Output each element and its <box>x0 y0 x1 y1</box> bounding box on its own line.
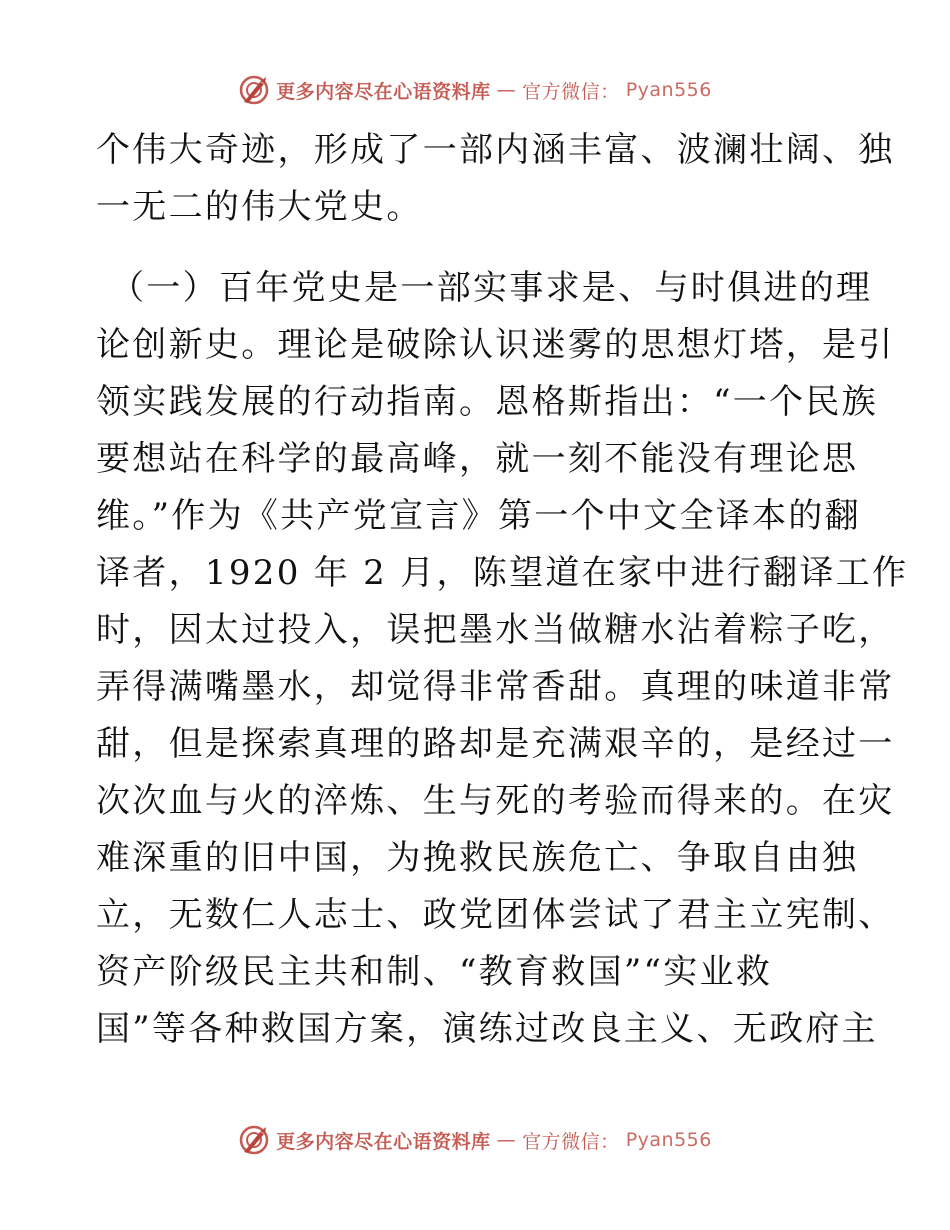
text-line: 难深重的旧中国，为挽救民族危亡、争取自由独 <box>96 838 859 878</box>
text-line: 个伟大奇迹，形成了一部内涵丰富、波澜壮阔、独 <box>96 130 895 170</box>
watermark-dash: — <box>496 1129 517 1151</box>
text-line: 时，因太过投入，误把墨水当做糖水沾着粽子吃， <box>96 610 895 650</box>
watermark-sub-text: 官方微信： <box>522 80 620 103</box>
text-line: 要想站在科学的最高峰，就一刻不能没有理论思 <box>96 439 859 479</box>
watermark-main-text: 更多内容尽在心语资料库 <box>276 1130 491 1153</box>
text-line: 领实践发展的行动指南。恩格斯指出：“一个民族 <box>96 382 878 422</box>
text-line: （一）百年党史是一部实事求是、与时俱进的理 <box>110 268 873 308</box>
text-line: 维。”作为《共产党宣言》第一个中文全译本的翻 <box>96 496 861 536</box>
document-body <box>96 122 909 1058</box>
text-line: 一无二的伟大党史。 <box>96 187 423 227</box>
text-line: 次次血与火的淬炼、生与死的考验而得来的。在灾 <box>96 781 895 821</box>
text-line: 弄得满嘴墨水，却觉得非常香甜。真理的味道非常 <box>96 667 895 707</box>
quill-logo-icon <box>238 74 270 106</box>
text-line: 甜，但是探索真理的路却是充满艰辛的，是经过一 <box>96 724 895 764</box>
text-line: 立，无数仁人志士、政党团体尝试了君主立宪制、 <box>96 895 895 935</box>
watermark-dash: — <box>496 79 517 101</box>
header-watermark <box>0 70 950 110</box>
watermark-wechat-id: Pyan556 <box>625 79 712 101</box>
quill-logo-icon <box>238 1124 270 1156</box>
watermark-wechat-id: Pyan556 <box>625 1129 712 1151</box>
footer-watermark <box>0 1120 950 1160</box>
text-line: 论创新史。理论是破除认识迷雾的思想灯塔，是引 <box>96 325 895 365</box>
text-line: 国”等各种救国方案，演练过改良主义、无政府主 <box>96 1009 878 1049</box>
paragraph-1 <box>96 122 895 236</box>
watermark-sub-text: 官方微信： <box>522 1130 620 1153</box>
text-line: 资产阶级民主共和制、“教育救国”“实业救 <box>96 952 773 992</box>
text-line: 译者，1920 年 2 月，陈望道在家中进行翻译工作 <box>96 553 909 593</box>
watermark-main-text: 更多内容尽在心语资料库 <box>276 80 491 103</box>
paragraph-2 <box>96 260 909 1058</box>
